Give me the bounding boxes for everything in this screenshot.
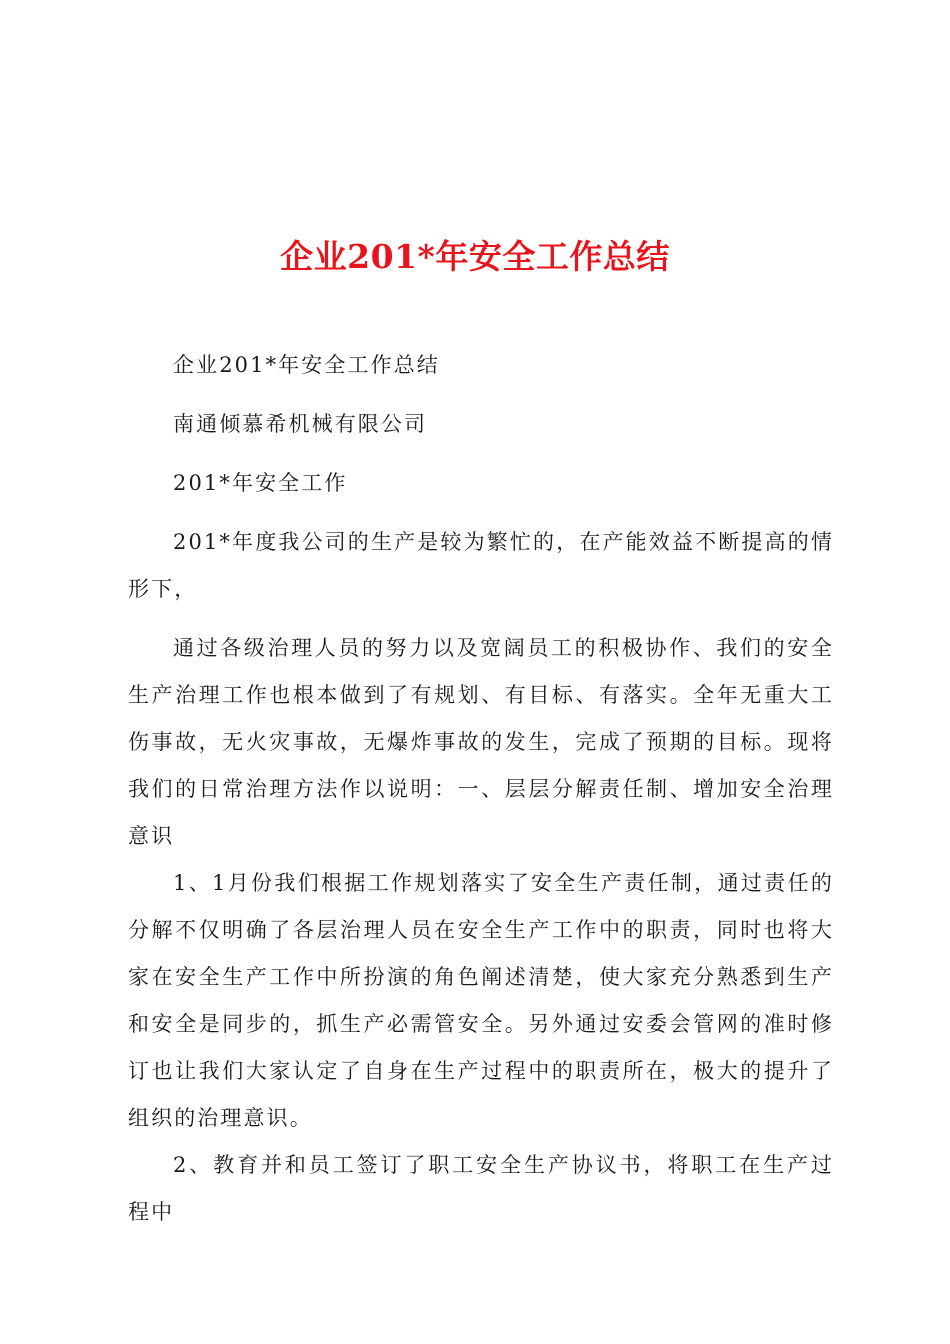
body-paragraph: 1、1月份我们根据工作规划落实了安全生产责任制，通过责任的分解不仅明确了各层治理人员在安全生产工作中的职责，同时也将大家在安全生产工作中所扮演的角色阐述清楚，使大家充分熟悉到生产和安全是同步的，抓生产必需管安全。另外通过安委会管网的准时修订也让我们大家认定了自身在生产过程中的职责所在，极大的提升了组织的治理意识。 bbox=[128, 871, 834, 1130]
body-paragraph: 通过各级治理人员的努力以及宽阔员工的积极协作、我们的安全生产治理工作也根本做到了有规划、有目标、有落实。全年无重大工伤事故，无火灾事故，无爆炸事故的发生，完成了预期的目标。现将我们的日常治理方法作以说明：一、层层分解责任制、增加安全治理意识 bbox=[128, 636, 834, 848]
document-title: 企业201*年安全工作总结 bbox=[280, 237, 670, 277]
document-body bbox=[128, 342, 834, 1248]
subtitle-line: 企业201*年安全工作总结 bbox=[173, 353, 440, 377]
section-heading: 201*年安全工作 bbox=[173, 471, 348, 495]
company-name: 南通倾慕希机械有限公司 bbox=[173, 412, 428, 436]
body-paragraph: 2、教育并和员工签订了职工安全生产协议书，将职工在生产过程中 bbox=[128, 1153, 834, 1224]
intro-paragraph: 201*年度我公司的生产是较为繁忙的，在产能效益不断提高的情形下， bbox=[128, 530, 834, 601]
